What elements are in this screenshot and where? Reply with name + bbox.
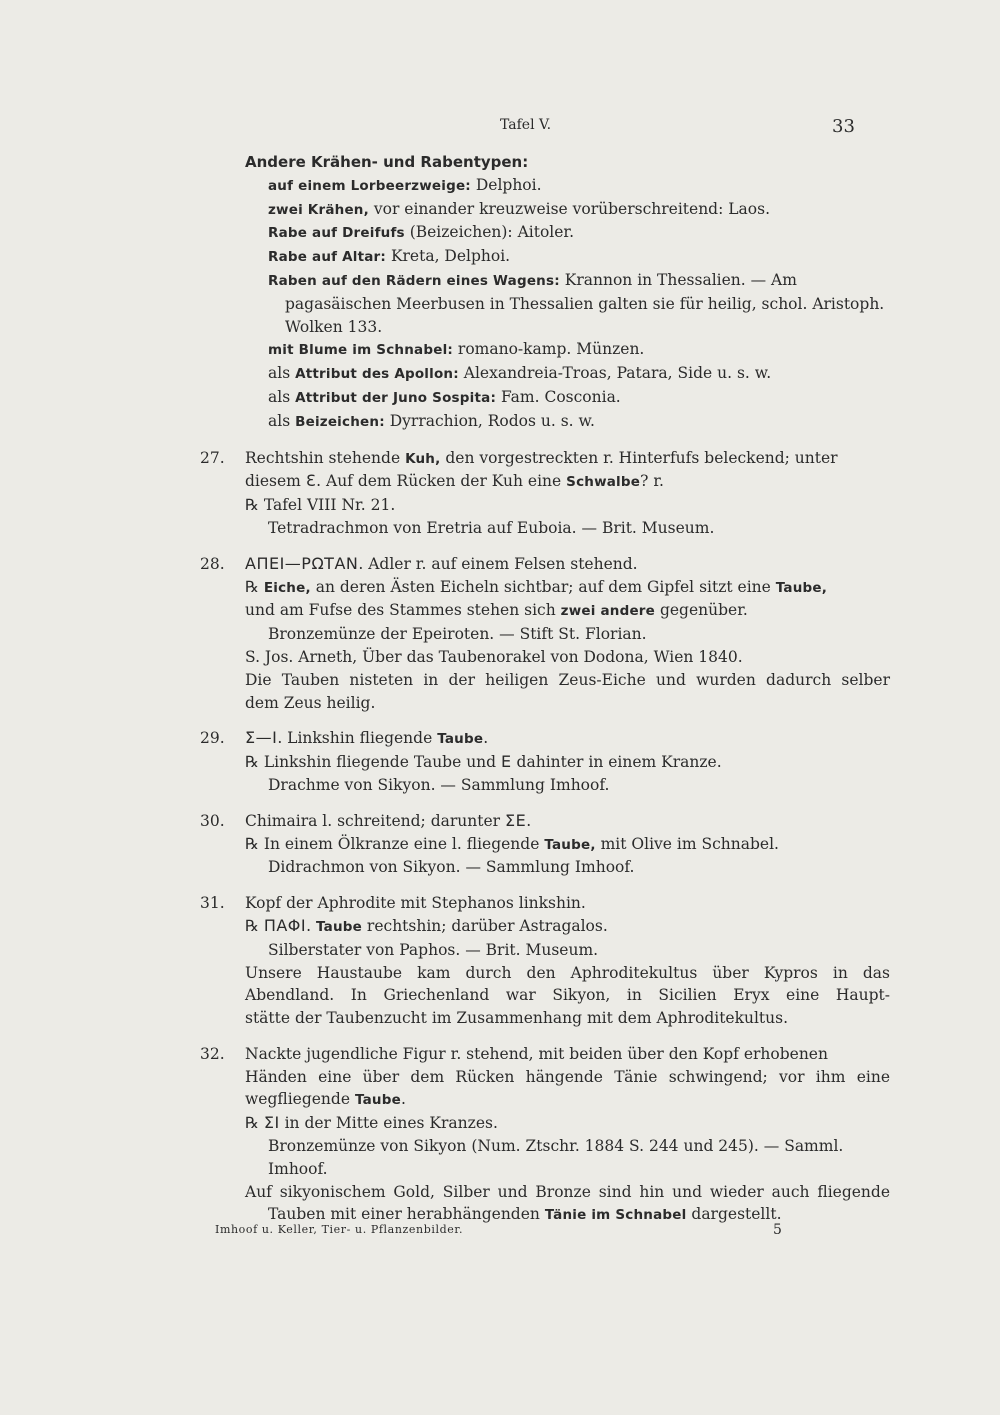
entry-number: 30. bbox=[200, 811, 225, 830]
entry-number: 29. bbox=[200, 729, 225, 748]
list-item: Rabe auf Altar: Kreta, Delphoi. bbox=[268, 247, 511, 266]
page-body bbox=[200, 151, 890, 1227]
list-item: als Beizeichen: Dyrrachion, Rodos u. s. w. bbox=[268, 411, 595, 430]
list-item: als Attribut des Apollon: Alexandreia-Troas, Patara, Side u. s. w. bbox=[268, 364, 772, 383]
list-item: als Attribut der Juno Sospita: Fam. Cosconia. bbox=[268, 387, 621, 406]
footer-citation: Imhoof u. Keller, Tier- u. Pflanzenbilder. bbox=[215, 1223, 464, 1236]
entry-number: 28. bbox=[200, 554, 225, 573]
list-item: auf einem Lorbeerzweige: Delphoi. bbox=[268, 175, 542, 194]
entry-number: 31. bbox=[200, 894, 225, 913]
entry-30: 30. Chimaira l. schreitend; darunter ΣE. ℞ In einem Ölkranze eine l. fliegende Taube, mit Olive im Schnabel. Didrachmon von Sikyon. — Sammlung Imhoof. bbox=[200, 810, 779, 877]
page-number: 33 bbox=[832, 116, 855, 137]
list-item: Raben auf den Rädern eines Wagens: Krannon in Thessalien. — Am bbox=[268, 270, 797, 289]
list-item: mit Blume im Schnabel: romano-kamp. Münzen. bbox=[268, 340, 645, 359]
page-header-title: Tafel V. bbox=[500, 117, 552, 133]
section-heading: Andere Krähen- und Rabentypen: bbox=[245, 153, 529, 171]
entry-27: 27. Rechtshin stehende Kuh, den vorgestreckten r. Hinterfufs beleckend; unter diesem Ɛ. Auf dem Rücken der Kuh eine Schwalbe? r. ℞ Tafel VIII Nr. 21. Tetradrachmon von Eretria auf Euboia. — Brit. Museum. bbox=[200, 448, 838, 537]
entry-number: 32. bbox=[200, 1044, 225, 1063]
entry-32: 32. Nackte jugendliche Figur r. stehend, mit beiden über den Kopf erhobenen Händen eine über dem Rücken hängende Tänie schwingend; vor ihm eine wegfliegende Taube. ℞ ΣΙ in der Mitte eines Kranzes. Bronzemünze von Sikyon (Num. Ztschr. 1884 S. 244 und 245). — Samml. Imhoof. Auf sikyonischem Gold, Silber und Bronze sind hin und wieder auch fliegende Tauben mit einer herabhängenden Tänie im Schnabel dargestellt. bbox=[200, 1044, 890, 1224]
list-item: zwei Krähen, vor einander kreuzweise vorüberschreitend: Laos. bbox=[268, 199, 770, 218]
entry-number: 27. bbox=[200, 448, 225, 467]
entry-31: 31. Kopf der Aphrodite mit Stephanos linkshin. ℞ ΠΑΦΙ. Taube rechtshin; darüber Astragalos. Silberstater von Paphos. — Brit. Museum. Unsere Haustaube kam durch den Aphroditekultus über Kypros in das Abendland. In Griechenland war Sikyon, in Sicilien Eryx eine Haupt- stätte der Taubenzucht im Zusammenhang mit dem Aphroditekultus. bbox=[200, 894, 890, 1028]
list-item-continuation: pagasäischen Meerbusen in Thessalien galten sie für heilig, schol. Aristoph. bbox=[285, 294, 885, 313]
list-item-continuation: Wolken 133. bbox=[285, 317, 383, 336]
signature-mark: 5 bbox=[773, 1222, 782, 1238]
list-item: Rabe auf Dreifufs (Beizeichen): Aitoler. bbox=[268, 223, 575, 242]
entry-29: 29. Σ—I. Linkshin fliegende Taube. ℞ Linkshin fliegende Taube und E dahinter in einem Kranze. Drachme von Sikyon. — Sammlung Imhoof. bbox=[200, 728, 722, 794]
entry-28: 28. ΑΠΕΙ—ΡΩΤΑΝ. Adler r. auf einem Felsen stehend. ℞ Eiche, an deren Ästen Eicheln sichtbar; auf dem Gipfel sitzt eine Taube, und am Fufse des Stammes stehen sich zwei andere gegenüber. Bronzemünze der Epeiroten. — Stift St. Florian. S. Jos. Arneth, Über das Taubenorakel von Dodona, Wien 1840. Die Tauben nisteten in der heiligen Zeus-Eiche und wurden dadurch selber dem Zeus heilig. bbox=[200, 553, 890, 712]
